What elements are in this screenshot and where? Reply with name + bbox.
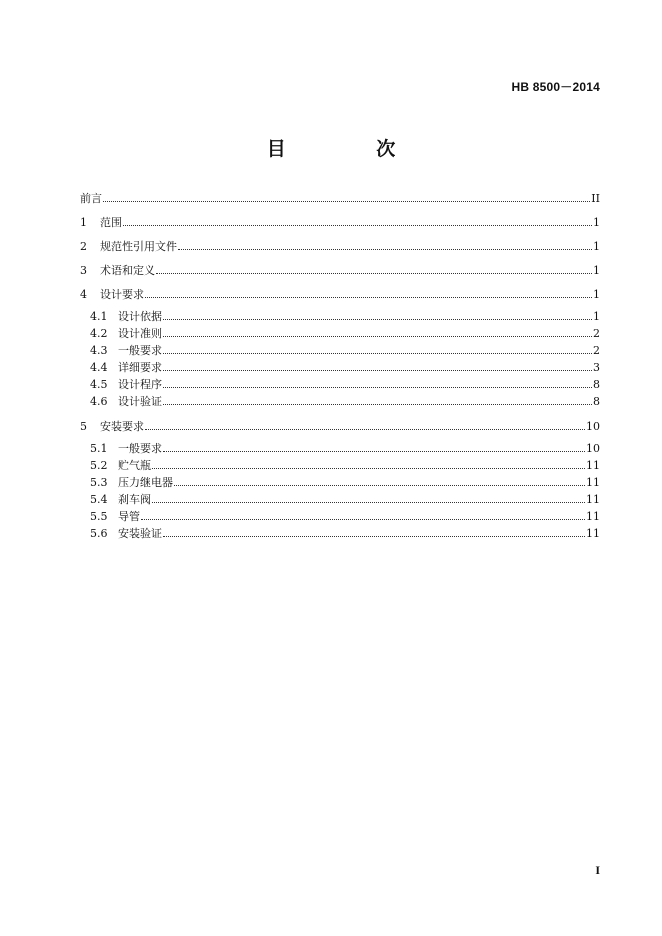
dot-leader [163,450,585,452]
toc-entry-label: 安装要求 [100,420,144,433]
toc-entry-4-4[interactable] [80,359,600,376]
toc-entry-label: 术语和定义 [100,264,155,277]
toc-entry-5-1[interactable] [80,440,600,457]
toc-entry-page: II [591,192,600,205]
toc-entry-label: 刹车阀 [118,493,151,506]
toc-entry-label: 详细要求 [118,361,162,374]
toc-entry-number: 5.1 [90,442,108,455]
toc-entry-label: 导管 [118,510,140,523]
toc-entry-page: 11 [586,459,600,472]
toc-entry-5[interactable] [80,418,600,435]
toc-entry-page: 11 [586,476,600,489]
toc-entry-4[interactable] [80,286,600,303]
toc-entry-4-5[interactable] [80,376,600,393]
dot-leader [163,403,592,405]
toc-entry-label: 设计程序 [118,378,162,391]
toc-entry-page: 8 [593,395,600,408]
standard-code: HB 8500－2014 [511,80,600,94]
toc-entry-number: 5.5 [90,510,108,523]
toc-entry-2[interactable] [80,238,600,255]
dot-leader [174,484,585,486]
toc-entry-label: 贮气瓶 [118,459,151,472]
dot-leader [123,224,592,226]
dot-leader [103,200,590,202]
toc-entry-number: 4.5 [90,378,108,391]
toc-entry-page: 1 [593,264,600,277]
toc-entry-label: 设计验证 [118,395,162,408]
toc-entry-foreword[interactable] [80,190,600,207]
toc-entry-number: 4.3 [90,344,108,357]
toc-entry-number: 4.2 [90,327,108,340]
dot-leader [152,501,585,503]
page-number: I [595,863,600,877]
toc-entry-1[interactable] [80,214,600,231]
toc-entry-4-3[interactable] [80,342,600,359]
toc-entry-label: 设计要求 [100,288,144,301]
toc-entry-4-6[interactable] [80,393,600,410]
toc-entry-page: 10 [586,420,600,433]
dot-leader [163,386,592,388]
toc-entry-page: 1 [593,310,600,323]
toc-entry-number: 5 [80,420,87,433]
toc-entry-4-2[interactable] [80,325,600,342]
dot-leader [141,518,585,520]
toc-entry-label: 设计准则 [118,327,162,340]
toc-entry-page: 1 [593,240,600,253]
table-of-contents [80,190,600,542]
toc-entry-page: 1 [593,216,600,229]
toc-entry-page: 2 [593,344,600,357]
toc-entry-number: 4 [80,288,87,301]
toc-entry-page: 10 [586,442,600,455]
toc-entry-label: 范围 [100,216,122,229]
toc-entry-label: 一般要求 [118,442,162,455]
toc-entry-number: 3 [80,264,87,277]
toc-entry-page: 1 [593,288,600,301]
page-title: 目 次 [266,138,438,160]
toc-entry-number: 5.3 [90,476,108,489]
toc-entry-number: 5.2 [90,459,108,472]
toc-entry-4-1[interactable] [80,308,600,325]
toc-entry-label: 前言 [80,192,102,205]
toc-entry-page: 3 [593,361,600,374]
dot-leader [156,272,592,274]
toc-entry-page: 8 [593,378,600,391]
toc-entry-5-5[interactable] [80,508,600,525]
dot-leader [163,335,592,337]
toc-entry-page: 11 [586,493,600,506]
toc-entry-label: 安装验证 [118,527,162,540]
dot-leader [152,467,585,469]
toc-entry-5-3[interactable] [80,474,600,491]
toc-entry-page: 11 [586,527,600,540]
toc-entry-label: 一般要求 [118,344,162,357]
dot-leader [163,369,592,371]
toc-entry-number: 2 [80,240,87,253]
toc-entry-page: 2 [593,327,600,340]
dot-leader [178,248,592,250]
toc-entry-number: 4.6 [90,395,108,408]
toc-entry-5-4[interactable] [80,491,600,508]
dot-leader [163,352,592,354]
toc-entry-number: 5.6 [90,527,108,540]
toc-entry-label: 设计依据 [118,310,162,323]
toc-entry-number: 1 [80,216,87,229]
toc-entry-number: 4.4 [90,361,108,374]
toc-entry-number: 4.1 [90,310,108,323]
toc-entry-3[interactable] [80,262,600,279]
toc-entry-label: 规范性引用文件 [100,240,177,253]
dot-leader [145,428,585,430]
toc-entry-label: 压力继电器 [118,476,173,489]
dot-leader [163,318,592,320]
toc-entry-number: 5.4 [90,493,108,506]
toc-entry-page: 11 [586,510,600,523]
toc-entry-5-6[interactable] [80,525,600,542]
dot-leader [163,535,585,537]
toc-entry-5-2[interactable] [80,457,600,474]
dot-leader [145,296,592,298]
